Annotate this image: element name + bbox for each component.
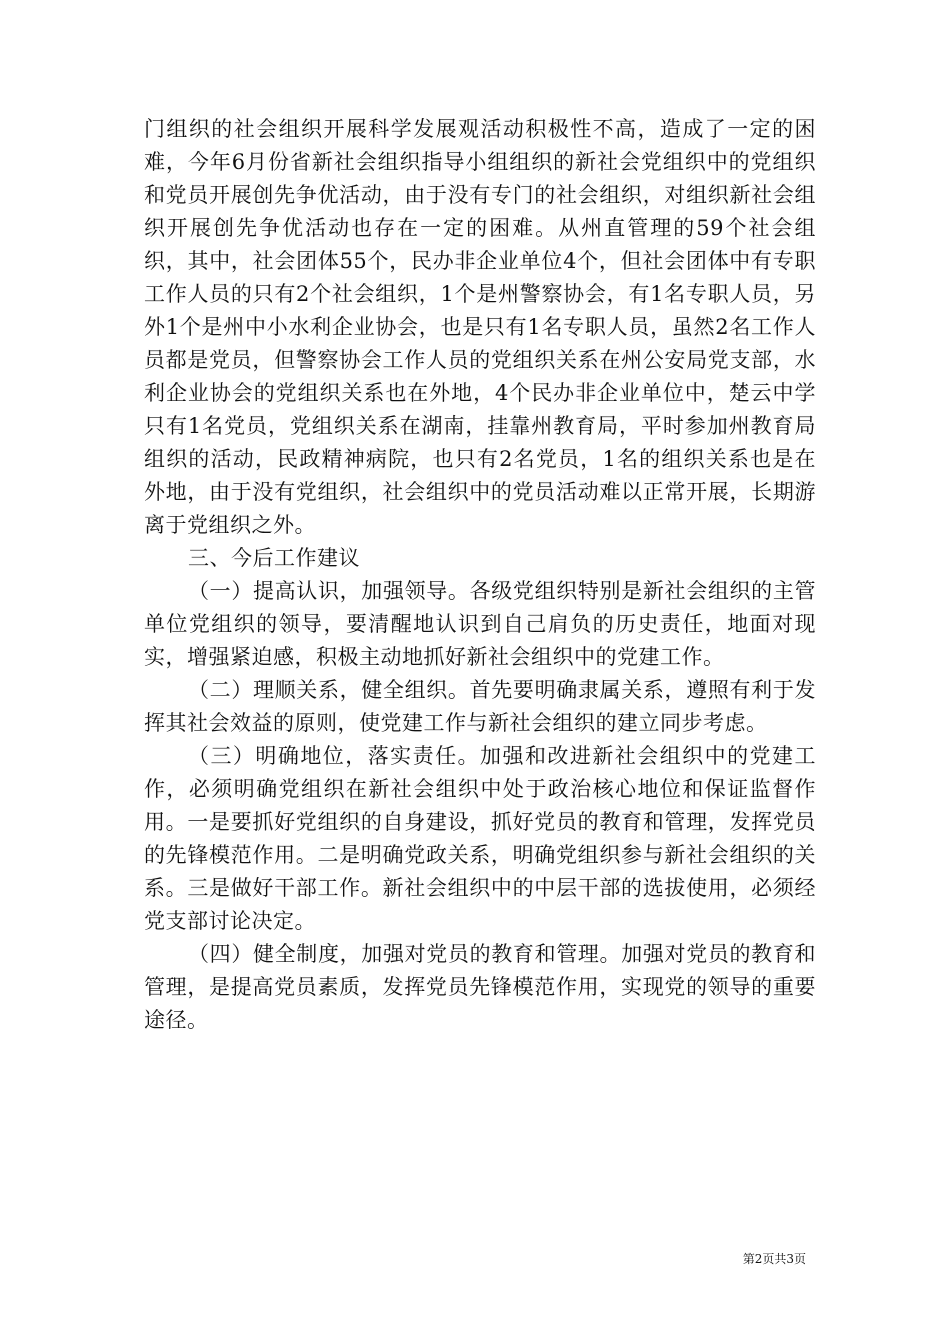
paragraph-continuation: 门组织的社会组织开展科学发展观活动积极性不高，造成了一定的困难，今年6月份省新社会组织指导小组组织的新社会党组织中的党组织和党员开展创先争优活动，由于没有专门的社会组织，对组织新社会组织开展创先争优活动也存在一定的困难。从州直管理的59个社会组织，其中，社会团体55个，民办非企业单位4个，但社会团体中有专职工作人员的只有2个社会组织，1个是州警察协会，有1名专职人员，另外1个是州中小水利企业协会，也是只有1名专职人员，虽然2名工作人员都是党员，但警察协会工作人员的党组织关系在州公安局党支部，水利企业协会的党组织关系也在外地，4个民办非企业单位中，楚云中学只有1名党员，党组织关系在湖南，挂靠州教育局，平时参加州教育局组织的活动，民政精神病院，也只有2名党员，1名的组织关系也是在外地，由于没有党组织，社会组织中的党员活动难以正常开展，长期游离于党组织之外。 — [144, 117, 816, 537]
paragraph-item-2: （二）理顺关系，健全组织。首先要明确隶属关系，遵照有利于发挥其社会效益的原则，使党建工作与新社会组织的建立同步考虑。 — [144, 678, 816, 735]
page-number-footer: 第2页共3页 — [742, 1252, 806, 1266]
paragraph-item-1: （一）提高认识，加强领导。各级党组织特别是新社会组织的主管单位党组织的领导，要清醒地认识到自己肩负的历史责任，地面对现实，增强紧迫感，积极主动地抓好新社会组织中的党建工作。 — [144, 579, 816, 669]
paragraph-item-4: （四）健全制度，加强对党员的教育和管理。加强对党员的教育和管理，是提高党员素质，发挥党员先锋模范作用，实现党的领导的重要途径。 — [144, 942, 816, 1032]
section-heading-suggestions: 三、今后工作建议 — [188, 546, 360, 570]
paragraph-item-3: （三）明确地位，落实责任。加强和改进新社会组织中的党建工作，必须明确党组织在新社会组织中处于政治核心地位和保证监督作用。一是要抓好党组织的自身建设，抓好党员的教育和管理，发挥党员的先锋模范作用。二是明确党政关系，明确党组织参与新社会组织的关系。三是做好干部工作。新社会组织中的中层干部的选拔使用，必须经党支部讨论决定。 — [144, 744, 816, 933]
document-body — [144, 113, 816, 1037]
